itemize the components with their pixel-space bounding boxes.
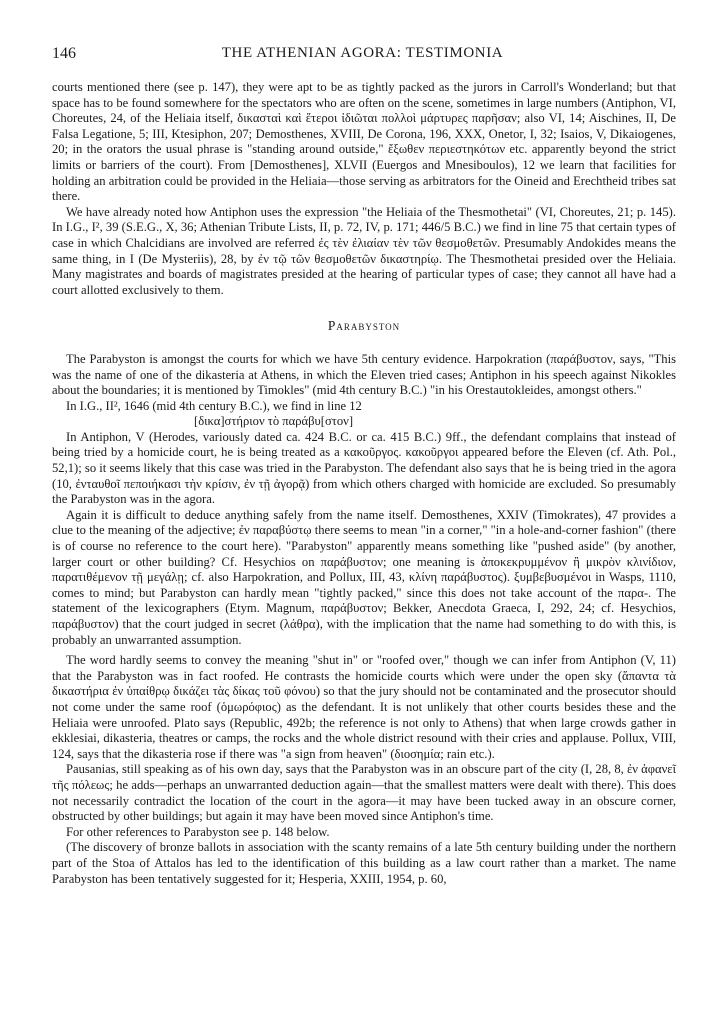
- paragraph: The word hardly seems to convey the meaning "shut in" or "roofed over," though we can infer from Antiphon (V, 11) that the Parabyston was in fact roofed. He contrasts the homicide courts which were under the open sky (ἅπαντα τὰ δικαστήρια ἐν ὑπαίθρῳ δικάζει τὰς δίκας τοῦ φόνου) so that the jury should not be contaminated and the prosecutor should not come under the same roof (ὁμωρόφιος) as the defendant. It is not unlikely that other courts besides these and the Heliaia were unroofed. Plato says (Republic, 492b; the reference is not only to Athens) that when large crowds gather in ekklesiai, dikasteria, theatres or camps, the rocks and the whole district resound with their cries and applause. Pollux, VIII, 124, says that the dikasteria rose if there was "a sign from heaven" (διοσημία; rain etc.).: [52, 653, 676, 761]
- paragraph: (The discovery of bronze ballots in association with the scanty remains of a late 5th century building under the northern part of the Stoa of Attalos has led to the identification of this building as a law court rather than a market. The name Parabyston has been tentatively suggested for it; Hesperia, XXIII, 1954, p. 60,: [52, 840, 676, 886]
- paragraph: For other references to Parabyston see p. 148 below.: [66, 824, 330, 839]
- inscription-quote: [δικα]στήριον τὸ παράβυ[στον]: [194, 414, 354, 429]
- paragraph: In I.G., II², 1646 (mid 4th century B.C.), we find in line 12: [66, 398, 362, 413]
- paragraph: In Antiphon, V (Herodes, variously dated ca. 424 B.C. or ca. 415 B.C.) 9ff., the defendant complains that instead of being tried by a homicide court, he is being treated as a κακοῦργος. κακοῦργοι appeared before the Eleven (cf. Ath. Pol., 52,1); so it seems likely that this case was tried in the Parabyston. The defendant also says that he is being tried in the agora (10, ἐνταυθοῖ πεποιήκασι τὴν κρίσιν, ἐν τῇ ἀγορᾷ) from which others charged with homicide are excluded. So presumably the Parabyston was in the agora.: [52, 429, 676, 507]
- page-number: 146: [52, 45, 76, 62]
- paragraph: The Parabyston is amongst the courts for which we have 5th century evidence. Harpokration (παράβυστον, says, "This was the name of one of the dikasteria at Athens, in which the Eleven tried cases; Antiphon in his speech against Nikokles about the boundaries; it is mentioned by Timokles" (mid 4th century B.C.) "in his Orestautokleides, amongst others.": [52, 351, 676, 398]
- section-title: Parabyston: [327, 318, 401, 334]
- paragraph: Pausanias, still speaking as of his own day, says that the Parabyston was in an obscure part of the city (I, 28, 8, ἐν ἀφανεῖ τῆς πόλεως; he adds—perhaps an unwarranted deduction again—that the smallest matters were dealt with there). This does not necessarily contradict the location of the court in the agora—it may have been tucked away in an obscure corner, obstructed by other buildings; but again it may have been moved since Antiphon's time.: [52, 762, 676, 824]
- paragraph: courts mentioned there (see p. 147), they were apt to be as tightly packed as the jurors in Carroll's Wonderland; but that space has to be found somewhere for the spectators who are often on the scene, sometimes in large numbers (Antiphon, VI, Choreutes, 24, of the Heliaia itself, δικασταὶ καὶ ἕτεροι ἰδιῶται πολλοὶ μάρτυρες παρῆσαν; also VI, 14; Aischines, II, De Falsa Legatione, 5; III, Ktesiphon, 207; Demosthenes, XVIII, De Corona, 196, XXX, Onetor, I, 32; Isaios, V, Dikaiogenes, 20; in the orators the usual phrase is "standing around outside," ἔξωθεν περιεστηκότων etc. apparently beyond the strict limits or barriers of the court). From [Demosthenes], XLVII (Euergos and Mnesiboulos), 12 we learn that facilities for holding an arbitration could be provided in the Heliaia—those serving as arbitrators for the Oineid and Erechtheid tribes sat there.: [52, 80, 676, 204]
- page-header: [52, 45, 673, 67]
- running-head: THE ATHENIAN AGORA: TESTIMONIA: [221, 45, 504, 61]
- paragraph: Again it is difficult to deduce anything safely from the name itself. Demosthenes, XXIV (Timokrates), 47 provides a clue to the meaning of the adjective; ἐν παραβύστῳ there seems to mean "in a corner," "in a hole-and-corner fashion" (there is of course no reference to the court here). "Parabyston" apparently means something like "pushed aside" (by another, larger court or other building? Cf. Hesychios on παράβυστον; one meaning is ἀποκεκρυμμένον ἢ μικρὸν κλινίδιον, παρατιθέμενον τῇ μεγάλῃ; cf. also Harpokration, and Pollux, III, 43, κλίνη παράβυστος). ξυμβεβυσμένοι in Wasps, 1110, comes to mind; but Parabyston can hardly mean "tightly packed," since this does not take account of the παρα-. The statement of the lexicographers (Etym. Magnum, παράβυστον; Bekker, Anecdota Graeca, I, 292, 24; cf. Hesychios, παράβυστον) that the court judged in secret (λάθρα), with the implication that the name had something to do with this, is probably an unwarranted assumption.: [52, 507, 676, 647]
- body-text: [52, 80, 676, 887]
- paragraph: We have already noted how Antiphon uses the expression "the Heliaia of the Thesmothetai" (VI, Choreutes, 21; p. 145). In I.G., I², 39 (S.E.G., X, 36; Athenian Tribute Lists, II, p. 72, IV, p. 171; 446/5 B.C.) we find in line 75 that certain types of case in which Chalcidians are involved are referred ἐς τὲν ἐλιαίαν τὲν τῶν θεσμοθετῶν. Presumably Andokides means the same thing, in I (De Mysteriis), 28, by ἐν τῷ τῶν θεσμοθετῶν δικαστηρίῳ. The Thesmothetai presided over the Heliaia. Many magistrates and boards of magistrates presided at the hearing of particular types of case; they cannot all have had a court allotted exclusively to them.: [52, 204, 676, 297]
